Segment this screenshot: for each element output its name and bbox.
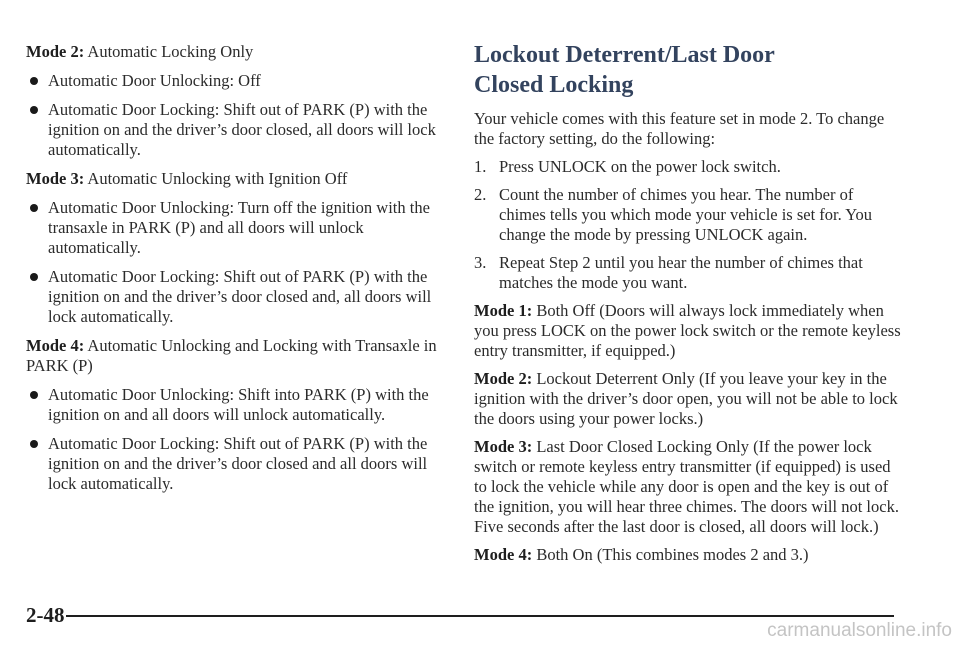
bullet-item: Automatic Door Locking: Shift out of PARK (P) with the ignition on and the driver’s door closed and all doors will lock automatically. xyxy=(26,434,451,494)
bullet-item: Automatic Door Unlocking: Off xyxy=(26,71,451,91)
mode-label: Mode 4: xyxy=(26,336,85,355)
bullet-icon xyxy=(30,204,38,212)
bullet-item: Automatic Door Unlocking: Turn off the ignition with the transaxle in PARK (P) and all doors will unlock automatically. xyxy=(26,198,451,258)
mode-paragraph: Mode 1: Both Off (Doors will always lock immediately when you press LOCK on the power lock switch or the remote keyless entry transmitter, if equipped.) xyxy=(474,301,901,360)
bullet-item: Automatic Door Locking: Shift out of PARK (P) with the ignition on and the driver’s door closed, all doors will lock automatically. xyxy=(26,100,451,160)
mode2-paragraph xyxy=(26,42,451,62)
bullet-icon xyxy=(30,106,38,114)
mode-label: Mode 3: xyxy=(474,437,533,456)
footer-divider xyxy=(66,615,894,617)
watermark: carmanualsonline.info xyxy=(767,620,952,641)
mode-label: Mode 3: xyxy=(26,169,85,188)
bullet-icon xyxy=(30,440,38,448)
mode3-paragraph xyxy=(26,169,451,189)
step-item: 3. Repeat Step 2 until you hear the number of chimes that matches the mode you want. xyxy=(474,253,863,292)
bullet-icon xyxy=(30,391,38,399)
mode-text: Automatic Unlocking with Ignition Off xyxy=(84,169,348,188)
bullet-icon xyxy=(30,273,38,281)
mode-label: Mode 2: xyxy=(26,42,85,61)
step-item: 2. Count the number of chimes you hear. The number of chimes tells you which mode your vehicle is set for. You change the mode by pressing UNLOCK again. xyxy=(474,185,873,244)
mode-label: Mode 4: xyxy=(474,545,533,564)
intro-paragraph: Your vehicle comes with this feature set in mode 2. To change the factory setting, do the following: xyxy=(474,109,885,148)
page-number: 2-48 xyxy=(26,603,65,627)
mode-label: Mode 2: xyxy=(474,369,533,388)
mode-label: Mode 1: xyxy=(474,301,533,320)
section-heading: Lockout Deterrent/Last Door Closed Locking xyxy=(474,42,775,98)
bullet-item: Automatic Door Locking: Shift out of PARK (P) with the ignition on and the driver’s door closed and, all doors will lock automatically. xyxy=(26,267,451,327)
mode-text: Automatic Unlocking and Locking with Transaxle in PARK (P) xyxy=(26,336,437,375)
mode4-paragraph xyxy=(26,336,451,376)
mode-paragraph: Mode 4: Both On (This combines modes 2 and 3.) xyxy=(474,545,809,564)
bullet-item: Automatic Door Unlocking: Shift into PARK (P) with the ignition on and all doors will unlock automatically. xyxy=(26,385,451,425)
bullet-icon xyxy=(30,77,38,85)
left-column xyxy=(26,0,451,494)
mode-paragraph: Mode 2: Lockout Deterrent Only (If you leave your key in the ignition with the driver’s door open, you will not be able to lock the doors using your power locks.) xyxy=(474,369,898,428)
step-item: 1. Press UNLOCK on the power lock switch. xyxy=(474,157,781,176)
mode-text: Automatic Locking Only xyxy=(84,42,254,61)
mode-paragraph: Mode 3: Last Door Closed Locking Only (If the power lock switch or remote keyless entry transmitter (if equipped) is used to lock the vehicle while any door is open and the key is out of the ignition, you will hear three chimes. The doors will not lock. Five seconds after the last door is closed, all doors will lock.) xyxy=(474,437,899,536)
right-column xyxy=(474,0,904,565)
